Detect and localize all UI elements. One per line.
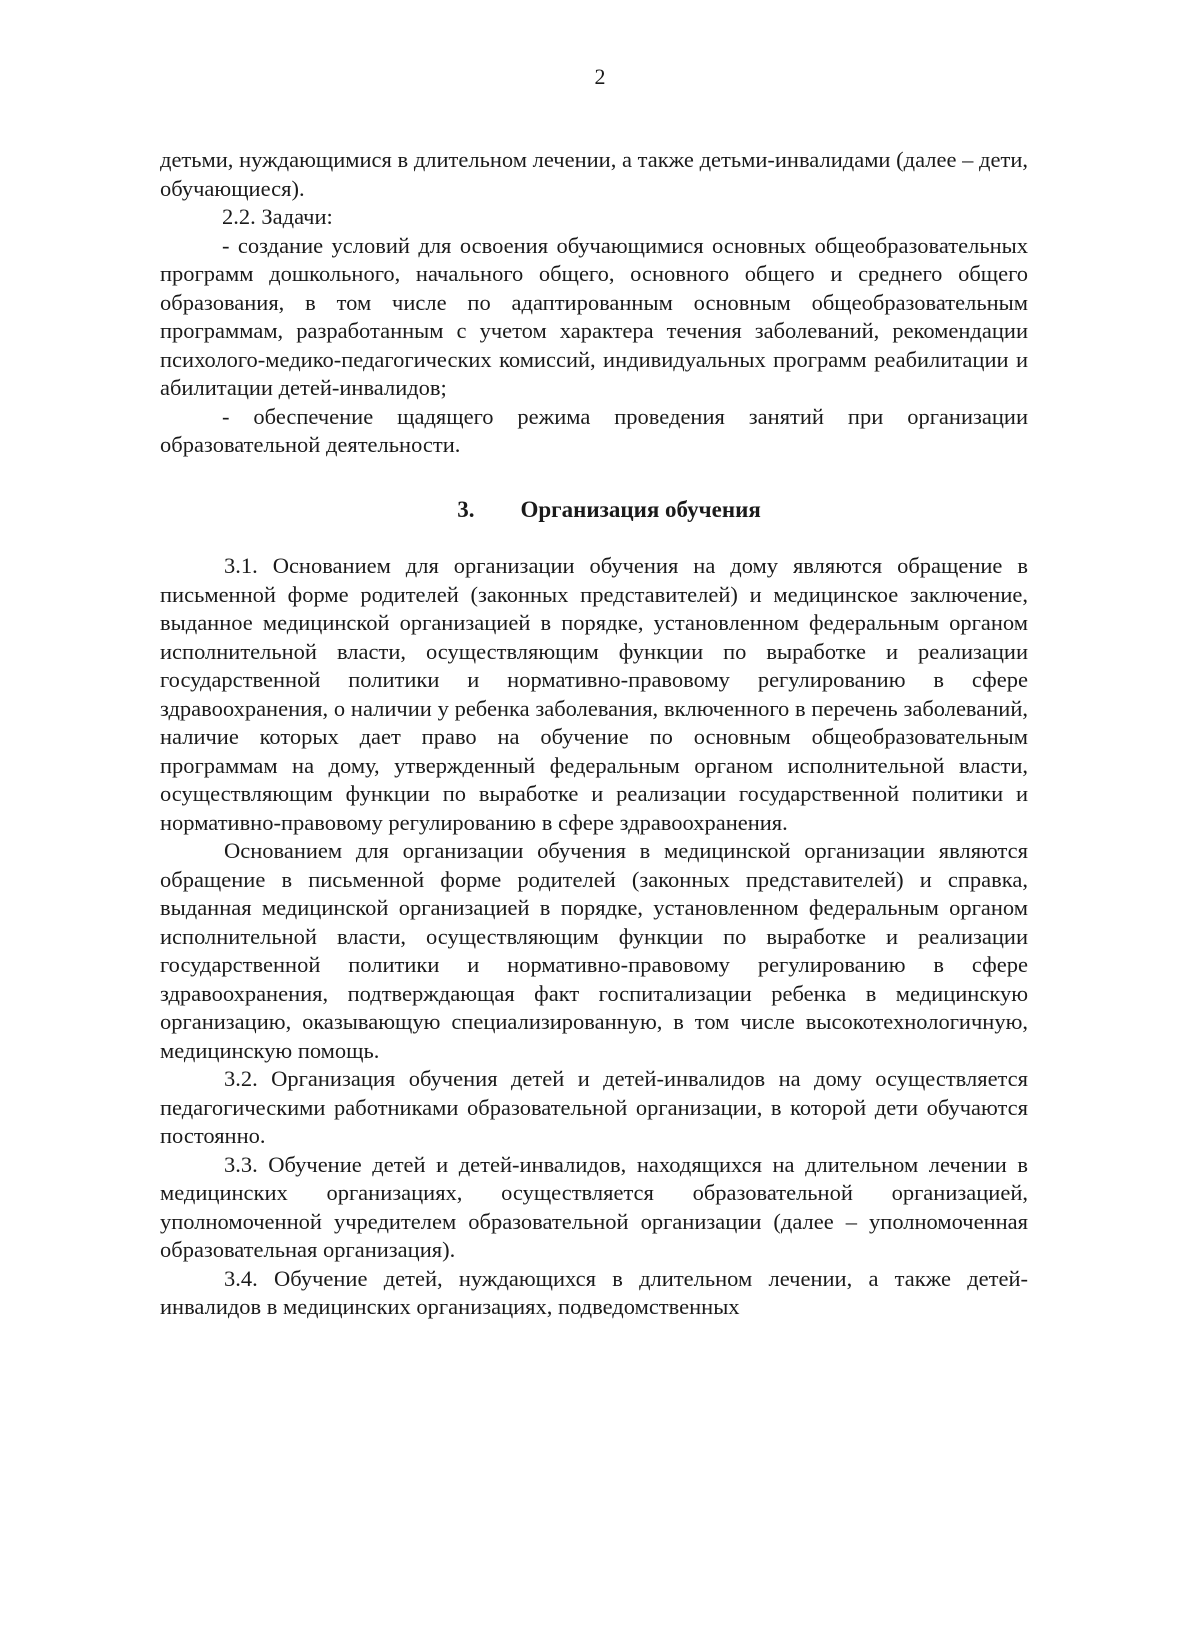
page-number: 2	[594, 64, 606, 89]
paragraph: - обеспечение щадящего режима проведения занятий при организации образовательной деятельности.	[160, 403, 1028, 457]
document-body	[160, 146, 1028, 1322]
paragraph: 3.2. Организация обучения детей и детей-инвалидов на дому осуществляется педагогическими работниками образовательной организации, в которой дети обучаются постоянно.	[160, 1066, 1028, 1148]
section-title: Организация обучения	[520, 496, 761, 522]
section-heading	[160, 496, 1028, 525]
paragraph: Основанием для организации обучения в медицинской организации являются обращение в письменной форме родителей (законных представителей) и справка, выданная медицинской организацией в порядке, установленном федеральным органом исполнительной власти, осуществляющим функции по выработке и реализации государственной политики и нормативно-правовому регулированию в сфере здравоохранения, подтверждающая факт госпитализации ребенка в медицинскую организацию, оказывающую специализированную, в том числе высокотехнологичную, медицинскую помощь.	[160, 838, 1028, 1063]
section-number: 3.	[457, 496, 475, 522]
paragraph: 3.3. Обучение детей и детей-инвалидов, находящихся на длительном лечении в медицинских организациях, осуществляется образовательной организацией, уполномоченной учредителем образовательной организации (далее – уполномоченная образовательная организация).	[160, 1151, 1028, 1262]
paragraph: детьми, нуждающимися в длительном лечении, а также детьми-инвалидами (далее – дети, обучающиеся).	[160, 147, 1028, 201]
paragraph: - создание условий для освоения обучающимися основных общеобразовательных программ дошкольного, начального общего, основного общего и среднего общего образования, в том числе по адаптированным основным общеобразовательным программам, разработанным с учетом характера течения заболеваний, рекомендации психолого-медико-педагогических комиссий, индивидуальных программ реабилитации и абилитации детей-инвалидов;	[160, 232, 1028, 400]
paragraph: 2.2. Задачи:	[222, 204, 333, 229]
paragraph: 3.4. Обучение детей, нуждающихся в длительном лечении, а также детей-инвалидов в медицинских организациях, подведомственных	[160, 1265, 1028, 1319]
paragraph: 3.1. Основанием для организации обучения на дому являются обращение в письменной форме родителей (законных представителей) и медицинское заключение, выданное медицинской организацией в порядке, установленном федеральным органом исполнительной власти, осуществляющим функции по выработке и реализации государственной политики и нормативно-правовому регулированию в сфере здравоохранения, о наличии у ребенка заболевания, включенного в перечень заболеваний, наличие которых дает право на обучение по основным общеобразовательным программам на дому, утвержденный федеральным органом исполнительной власти, осуществляющим функции по выработке и реализации государственной политики и нормативно-правовому регулированию в сфере здравоохранения.	[160, 553, 1028, 835]
